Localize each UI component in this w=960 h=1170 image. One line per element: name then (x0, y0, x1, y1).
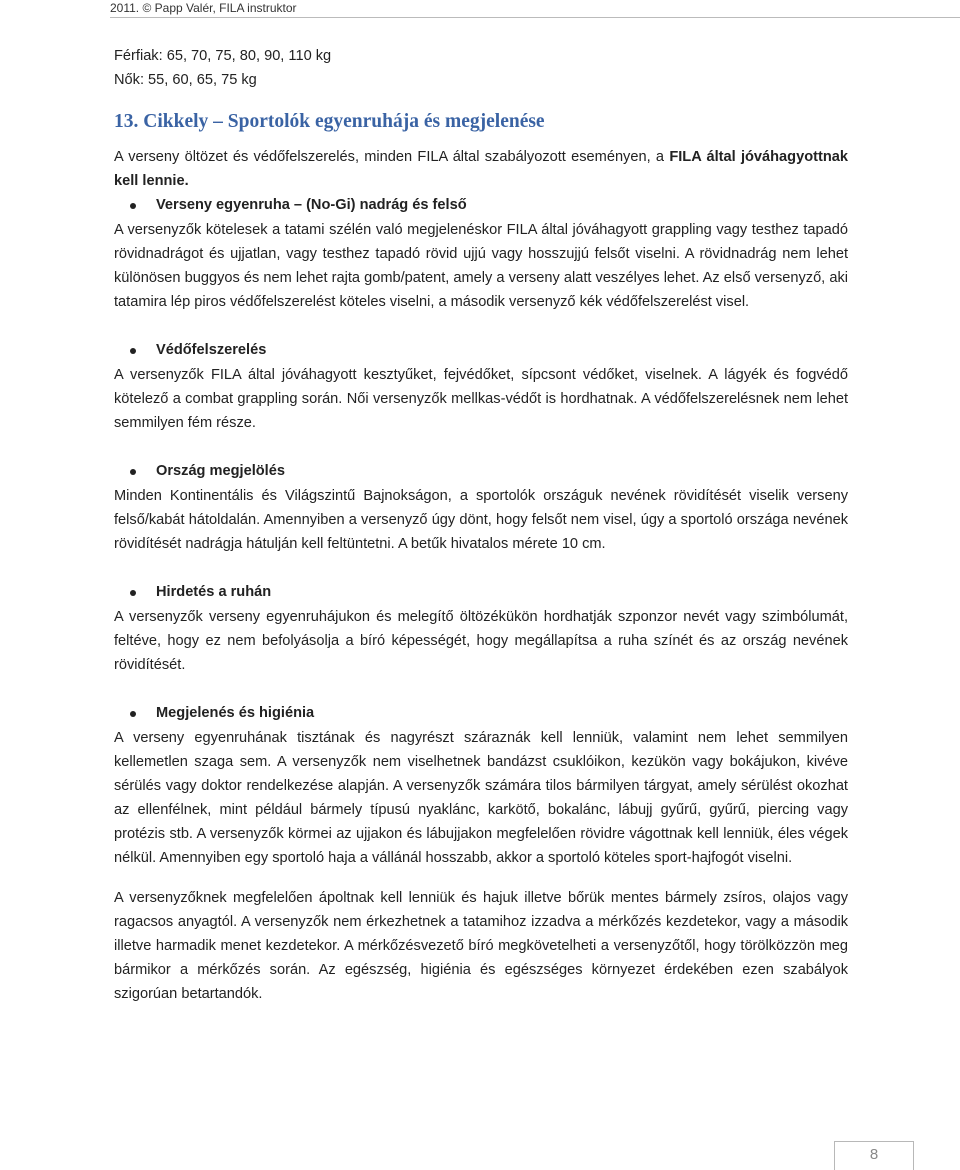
section-title-text: Verseny egyenruha – (No-Gi) nadrág és felső (156, 197, 467, 213)
section-title (114, 701, 848, 725)
section-text-continued: A versenyzőknek megfelelően ápoltnak kell lenniük és hajuk illetve bőrük mentes bármely zsíros, olajos vagy ragacsos anyagtól. A versenyzők nem érkezhetnek a tatamihoz izzadva a mérkőzés kezdetekor, vagy a második illetve harmadik menet kezdetekor. A mérkőzésvezető bíró megkövetelheti a versenyzőtől, hogy törölközzön meg bármikor a mérkőzés során. Az egészség, higiénia és egészséges környezet érdekében ezen szabályok szigorúan betartandók. (114, 890, 848, 1002)
weight-classes-men: Férfiak: 65, 70, 75, 80, 90, 110 kg (114, 48, 332, 64)
bullet-icon (130, 203, 136, 209)
section-appearance-hygiene (114, 701, 848, 1006)
section-text: A versenyzők verseny egyenruhájukon és melegítő öltözékükön hordhatják szponzor nevét vagy szimbólumát, feltéve, hogy ez nem befolyásolja a bíró képességét, hogy megállapítsa a ruha színét és az ország nevének rövidítését. (114, 609, 848, 673)
section-title (114, 459, 848, 483)
page-header: 2011. © Papp Valér, FILA instruktor (110, 1, 297, 15)
document-body (114, 44, 848, 1030)
header-divider (110, 17, 960, 18)
section-protective-gear (114, 338, 848, 435)
section-title-text: Megjelenés és higiénia (156, 705, 315, 721)
section-advertising (114, 580, 848, 677)
section-title (114, 338, 848, 362)
page-number: 8 (834, 1141, 914, 1170)
intro-emphasis: FILA által jóváhagyottnak kell lennie. (114, 149, 848, 189)
section-title (114, 580, 848, 604)
bullet-icon (130, 348, 136, 354)
section-title-text: Hirdetés a ruhán (156, 584, 272, 600)
section-text: A versenyzők FILA által jóváhagyott kesztyűket, fejvédőket, sípcsont védőket, viselnek. A lágyék és fogvédő kötelező a combat grappling során. Női versenyzők mellkas-védőt is hordhatnak. A védőfelszerelésnek nem lehet semmilyen fém része. (114, 367, 848, 431)
section-title-text: Védőfelszerelés (156, 342, 267, 358)
section-text: A verseny egyenruhának tisztának és nagyrészt száraznák kell lenniük, valamint nem lehet semmilyen kellemetlen szaga sem. A versenyzők nem viselhetnek bandázst csuklóikon, kezükön vagy bokájukon, kivéve sérülés vagy doktor rendelkezése alapján. A versenyzők számára tilos bármilyen tárgyat, amely sérülést okozhat az ellenfélnek, mint például bármely típusú nyaklánc, karkötő, bokalánc, lábujj gyűrű, gyűrű, piercing vagy protézis stb. A versenyzők körmei az ujjakon és lábujjakon megfelelően rövidre vágottnak kell lenniük, éles végek nélkül. Amennyiben egy sportoló haja a vállánál hosszabb, akkor a sportoló köteles sport-hajfogót viselni. (114, 730, 848, 866)
section-text: Minden Kontinentális és Világszintű Bajnokságon, a sportolók országuk nevének rövidítését viselik verseny felső/kabát hátoldalán. Amennyiben a versenyző úgy dönt, hogy felsőt nem visel, úgy a sportoló országa nevének rövidítését nadrágja hátulján kell feltüntetni. A betűk hivatalos mérete 10 cm. (114, 488, 848, 552)
intro-text: A verseny öltözet és védőfelszerelés, minden FILA által szabályozott eseményen, a (114, 149, 670, 165)
bullet-icon (130, 711, 136, 717)
weight-classes-women: Nők: 55, 60, 65, 75 kg (114, 72, 257, 88)
section-title-text: Ország megjelölés (156, 463, 285, 479)
section-country-marking (114, 459, 848, 556)
bullet-icon (130, 469, 136, 475)
section-uniform (114, 193, 848, 314)
section-title (114, 193, 848, 217)
section-text: A versenyzők kötelesek a tatami szélén való megjelenéskor FILA által jóváhagyott grappling vagy testhez tapadó rövidnadrágot és ujjatlan, vagy testhez tapadó rövid ujjú vagy hosszujjú felsőt viselni. A rövidnadrág nem lehet különösen buggyos és nem lehet rajta gomb/patent, amely a verseny alatt veszélyes lehet. Az első versenyző, aki tatamira lép piros védőfelszerelést köteles viselni, a második versenyző kék védőfelszerelést visel. (114, 222, 848, 310)
article-title: 13. Cikkely – Sportolók egyenruhája és megjelenése (114, 111, 545, 132)
bullet-icon (130, 590, 136, 596)
article-intro (114, 145, 848, 193)
